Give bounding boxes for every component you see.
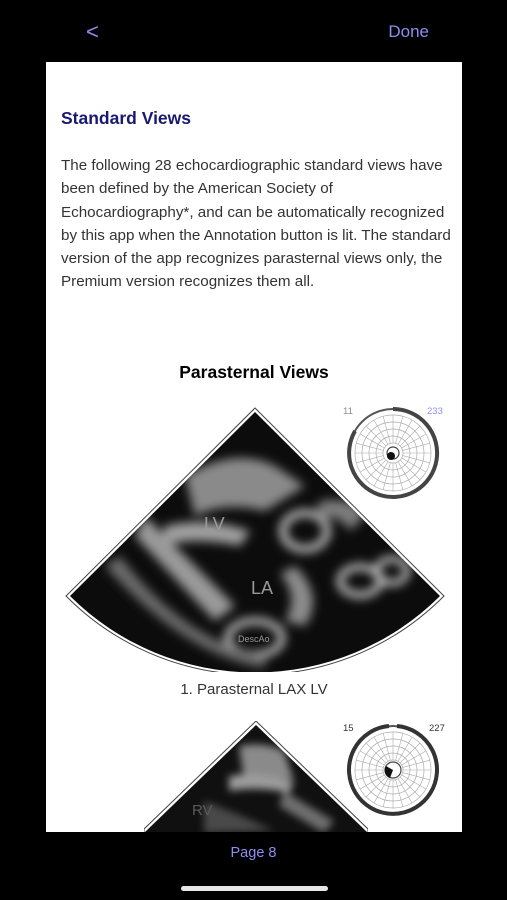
orientation-dial-view-1 <box>345 405 445 501</box>
rv-label: RV <box>192 802 213 819</box>
dial-right-degree: 227 <box>429 723 445 734</box>
subsection-title: Parasternal Views <box>179 362 329 382</box>
desc-ao-label: DescAo <box>238 634 270 644</box>
view-caption: 1. Parasternal LAX LV <box>180 681 328 698</box>
lv-label: LV <box>204 514 225 534</box>
echo-image-view-2 <box>144 721 368 832</box>
back-button[interactable]: < <box>86 19 99 44</box>
dial-left-degree: 11 <box>343 406 353 417</box>
intro-paragraph: The following 28 echocardiographic standard views have been defined by the American Society of Echocardiography*, and can be automatically recognized by this app when the Annotation button is lit. The standard version of the app recognizes parasternal views only, the Premium version recognizes them all. <box>61 157 451 291</box>
home-indicator[interactable] <box>181 886 328 891</box>
section-title: Standard Views <box>61 108 192 128</box>
dial-left-degree: 15 <box>343 723 354 734</box>
done-button[interactable]: Done <box>388 22 429 41</box>
document-page[interactable] <box>46 62 462 832</box>
dial-right-degree: 233 <box>427 406 443 417</box>
page-number: Page 8 <box>230 845 277 861</box>
orientation-dial-view-2 <box>345 722 445 818</box>
la-label: LA <box>251 578 274 598</box>
